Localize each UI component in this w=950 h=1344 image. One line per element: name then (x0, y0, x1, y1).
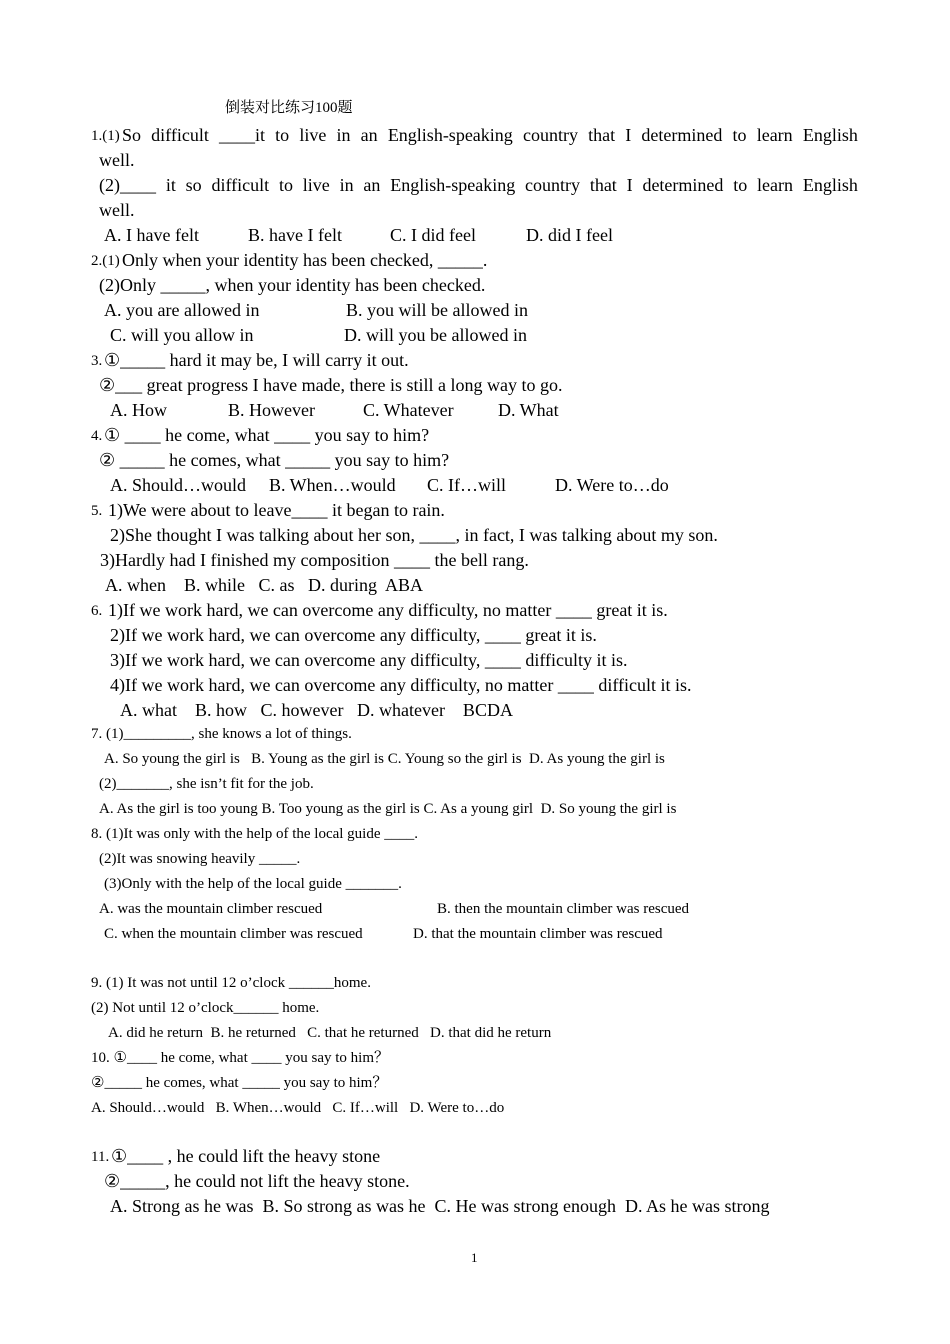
q3-option-d: D. What (498, 400, 559, 420)
q2-option-c: C. will you allow in (110, 325, 254, 345)
q2-option-d: D. will you be allowed in (344, 325, 527, 345)
page-number: 1 (471, 1250, 478, 1265)
q1-option-c: C. I did feel (390, 225, 476, 245)
q1-line1: So difficult ____it to live in an English-speaking country that I determined to learn English (122, 125, 858, 145)
q11-prefix: 11. (91, 1149, 110, 1165)
q1-option-a: A. I have felt (104, 225, 199, 245)
q5-line1: 1)We were about to leave____ it began to rain. (108, 500, 445, 520)
q1-option-b: B. have I felt (248, 225, 342, 245)
document-title: 倒装对比练习100题 (225, 100, 353, 116)
q4-option-a: A. Should…would (110, 475, 247, 495)
q3-line2: ②___ great progress I have made, there is still a long way to go. (99, 375, 563, 395)
q6-line1: 1)If we work hard, we can overcome any difficulty, no matter ____ great it is. (108, 600, 668, 620)
q1-line2: (2)____ it so difficult to live in an English-speaking country that I determined to learn English (99, 175, 858, 195)
q7-line2: (2)_______, she isn’t fit for the job. (99, 776, 314, 792)
q1-option-d: D. did I feel (526, 225, 613, 245)
q5-options: A. when B. while C. as D. during ABA (105, 575, 423, 595)
q2-option-a: A. you are allowed in (104, 300, 260, 320)
q8-line3: (3)Only with the help of the local guide _______. (104, 876, 402, 892)
q1-line2-cont: well. (99, 200, 135, 220)
q8-option-d: D. that the mountain climber was rescued (413, 926, 663, 942)
q5-line3: 3)Hardly had I finished my composition ____ the bell rang. (100, 550, 529, 570)
q6-line3: 3)If we work hard, we can overcome any difficulty, ____ difficulty it is. (110, 650, 628, 670)
q6-prefix: 6. (91, 603, 103, 619)
q2-line2: (2)Only _____, when your identity has been checked. (99, 275, 486, 295)
q8-option-c: C. when the mountain climber was rescued (104, 926, 363, 942)
q3-option-a: A. How (110, 400, 167, 420)
q4-option-c: C. If…will (427, 475, 506, 495)
q10-line1: 10. ①____ he come, what ____ you say to him？ (91, 1050, 389, 1066)
q9-line2: (2) Not until 12 o’clock______ home. (91, 1000, 320, 1016)
q9-options: A. did he return B. he returned C. that he returned D. that did he return (108, 1025, 552, 1041)
q1-line1-cont: well. (99, 150, 135, 170)
q10-line2: ②_____ he comes, what _____ you say to him？ (91, 1075, 388, 1091)
q5-prefix: 5. (91, 503, 103, 519)
q2-line1: Only when your identity has been checked, _____. (122, 250, 488, 270)
q6-line4: 4)If we work hard, we can overcome any difficulty, no matter ____ difficult it is. (110, 675, 692, 695)
q4-option-b: B. When…would (269, 475, 396, 495)
q5-line2: 2)She thought I was talking about her son, ____, in fact, I was talking about my son. (110, 525, 718, 545)
q2-option-b: B. you will be allowed in (346, 300, 528, 320)
q3-option-b: B. However (228, 400, 315, 420)
q4-line1: ① ____ he come, what ____ you say to him? (104, 425, 430, 445)
q9-line1: 9. (1) It was not until 12 o’clock ______home. (91, 975, 371, 991)
q4-option-d: D. Were to…do (555, 475, 669, 495)
q4-line2: ② _____ he comes, what _____ you say to him? (99, 450, 450, 470)
q11-line2: ②_____, he could not lift the heavy stone. (104, 1171, 410, 1191)
q7-options2: A. As the girl is too young B. Too young as the girl is C. As a young girl D. So young the girl is (99, 801, 677, 817)
q8-line2: (2)It was snowing heavily _____. (99, 851, 301, 867)
q6-line2: 2)If we work hard, we can overcome any difficulty, ____ great it is. (110, 625, 597, 645)
q2-prefix: 2.(1) (91, 253, 120, 269)
q11-options: A. Strong as he was B. So strong as was he C. He was strong enough D. As he was strong (110, 1196, 770, 1216)
q8-option-a: A. was the mountain climber rescued (99, 901, 323, 917)
q3-line1: ①_____ hard it may be, I will carry it out. (104, 350, 409, 370)
q8-option-b: B. then the mountain climber was rescued (437, 901, 690, 917)
q6-options: A. what B. how C. however D. whatever BCDA (120, 700, 513, 720)
q11-line1: ①____ , he could lift the heavy stone (111, 1146, 381, 1166)
q7-line1: 7. (1)_________, she knows a lot of things. (91, 726, 352, 742)
q3-option-c: C. Whatever (363, 400, 454, 420)
q10-options: A. Should…would B. When…would C. If…will D. Were to…do (91, 1100, 505, 1116)
q1-prefix: 1.(1) (91, 128, 120, 144)
q4-prefix: 4. (91, 428, 103, 444)
q7-options1: A. So young the girl is B. Young as the girl is C. Young so the girl is D. As young the girl is (104, 751, 665, 767)
q3-prefix: 3. (91, 353, 103, 369)
q8-line1: 8. (1)It was only with the help of the local guide ____. (91, 826, 419, 842)
